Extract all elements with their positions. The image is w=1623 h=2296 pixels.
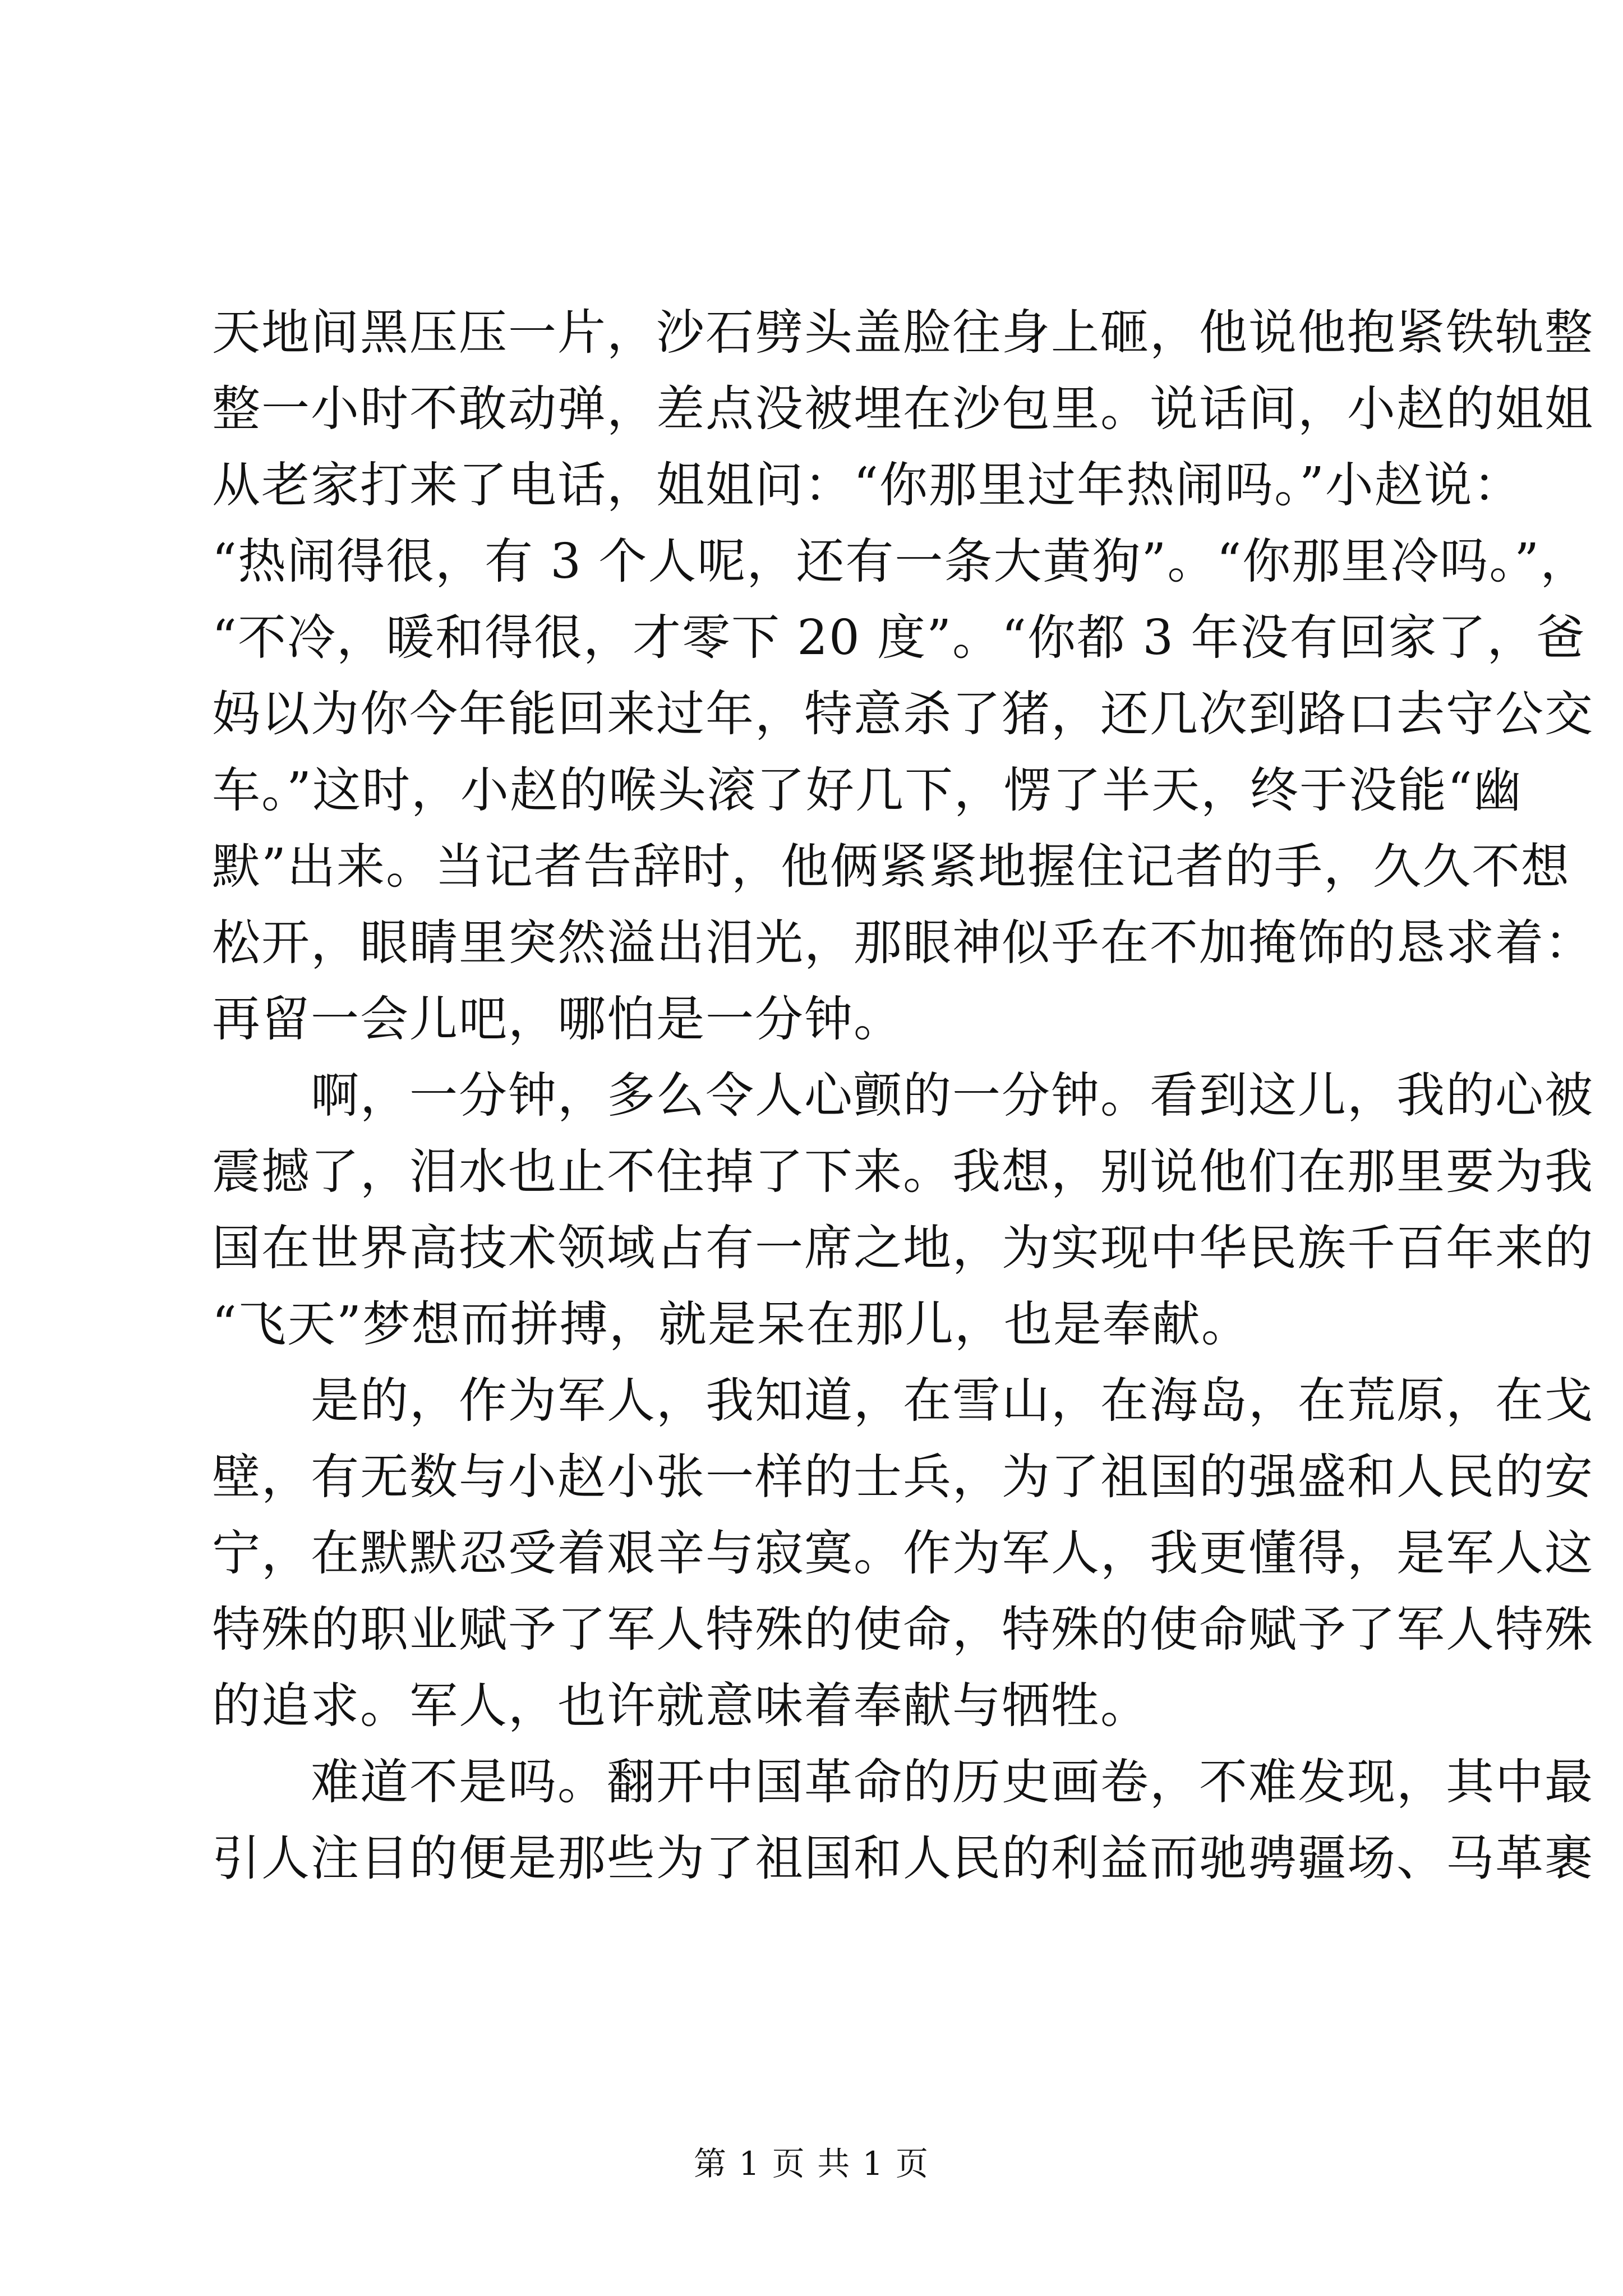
text-line: 从老家打来了电话，姐姐问：“你那里过年热闹吗。”小赵说：	[212, 457, 1523, 513]
text-line: 震撼了，泪水也止不住掉了下来。我想，别说他们在那里要为我	[212, 1144, 1594, 1200]
page-number-label: 第 1 页 共 1 页	[694, 2145, 929, 2183]
text-line: 国在世界高技术领域占有一席之地，为实现中华民族千百年来的	[212, 1220, 1594, 1276]
text-line: 松开，眼睛里突然溢出泪光，那眼神似乎在不加掩饰的恳求着：	[212, 915, 1594, 971]
text-line: “不冷，暖和得很，才零下 20 度”。“你都 3 年没有回家了，爸	[212, 610, 1586, 666]
text-line: 引人注目的便是那些为了祖国和人民的利益而驰骋疆场、马革裹	[212, 1830, 1594, 1887]
body-text	[212, 295, 1594, 1897]
text-line: 的追求。军人，也许就意味着奉献与牺牲。	[212, 1678, 1150, 1734]
page-footer	[0, 2137, 1623, 2184]
text-line: 妈以为你今年能回来过年，特意杀了猪，还几次到路口去守公交	[212, 686, 1594, 742]
text-line: 特殊的职业赋予了军人特殊的使命，特殊的使命赋予了军人特殊	[212, 1602, 1594, 1658]
text-line: 车。”这时，小赵的喉头滚了好几下，愣了半天，终于没能“幽	[212, 762, 1523, 818]
text-line: 壁，有无数与小赵小张一样的士兵，为了祖国的强盛和人民的安	[212, 1449, 1594, 1505]
text-line: 整一小时不敢动弹，差点没被埋在沙包里。说话间，小赵的姐姐	[212, 381, 1594, 437]
text-line: “飞天”梦想而拼搏，就是呆在那儿，也是奉献。	[212, 1296, 1251, 1352]
text-line: 是的，作为军人，我知道，在雪山，在海岛，在荒原，在戈	[212, 1373, 1594, 1429]
text-line: “热闹得很，有 3 个人呢，还有一条大黄狗”。“你那里冷吗。”，	[212, 533, 1590, 590]
text-line: 再留一会儿吧，哪怕是一分钟。	[212, 991, 903, 1047]
text-line: 宁，在默默忍受着艰辛与寂寞。作为军人，我更懂得，是军人这	[212, 1525, 1594, 1581]
text-line: 啊，一分钟，多么令人心颤的一分钟。看到这儿，我的心被	[212, 1068, 1594, 1124]
text-line: 难道不是吗。翻开中国革命的历史画卷，不难发现，其中最	[212, 1754, 1594, 1810]
text-line: 默”出来。当记者告辞时，他俩紧紧地握住记者的手，久久不想	[212, 839, 1570, 895]
text-line: 天地间黑压压一片，沙石劈头盖脸往身上砸，他说他抱紧铁轨整	[212, 305, 1594, 361]
